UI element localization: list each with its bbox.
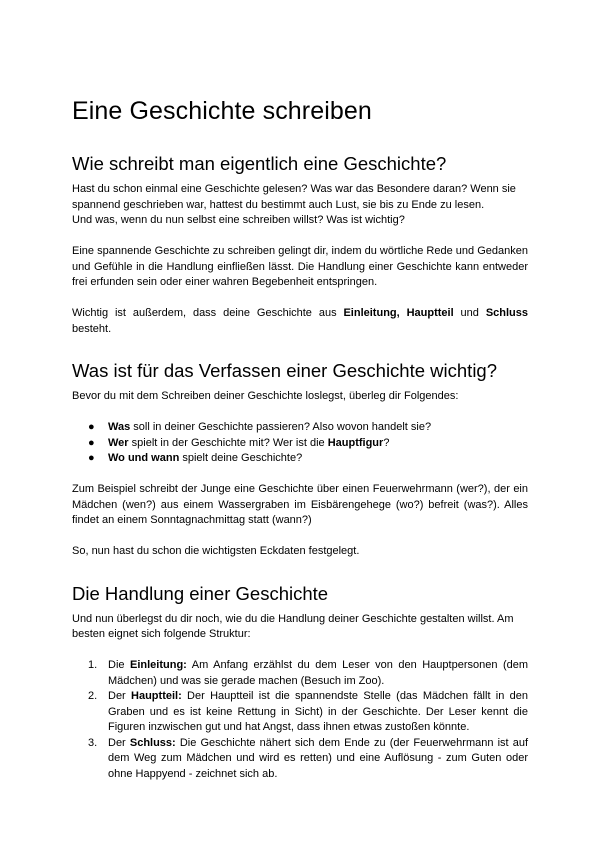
paragraph: Eine spannende Geschichte zu schreiben gelingt dir, indem du wörtliche Rede und Gedanken und Gefühle in die Handlung einfließen lässt. Die Handlung einer Geschichte kann entweder frei erfunden sein oder einer wahren Begebenheit entspringen.: [72, 245, 528, 288]
document-body: [72, 96, 528, 782]
list-item: 3. Der Schluss: Die Geschichte nähert sich dem Ende zu (der Feuerwehrmann ist auf dem Weg zum Mädchen und wird es retten) und eine Auflösung - zum Guten oder ohne Happyend - zeichnet sich ab.: [88, 736, 529, 780]
section-heading-1: Wie schreibt man eigentlich eine Geschichte?: [72, 153, 447, 174]
bullet-icon: ●: [88, 452, 95, 464]
list-item: 1. Die Einleitung: Am Anfang erzählst du dem Leser von den Hauptpersonen (dem Mädchen) und was sie gerade machen (Besuch im Zoo).: [88, 659, 529, 687]
list-item: ● Wo und wann spielt deine Geschichte?: [72, 451, 528, 467]
paragraph: Wichtig ist außerdem, dass deine Geschichte aus Einleitung, Hauptteil und Schluss besteht.: [72, 307, 528, 335]
list-item: ● Wer spielt in der Geschichte mit? Wer ist die Hauptfigur?: [72, 436, 528, 452]
paragraph: Bevor du mit dem Schreiben deiner Geschichte loslegst, überleg dir Folgendes:: [72, 390, 459, 402]
bullet-list: [72, 420, 528, 467]
bullet-icon: ●: [88, 436, 95, 449]
list-item: 2. Der Hauptteil: Der Hauptteil ist die spannendste Stelle (das Mädchen fällt in den Graben und es ist keine Rettung in Sicht) in der Geschichte. Der Leser kennt die Figuren inzwischen gut und hat Angst, dass ihnen etwas zustoßen könnte.: [88, 690, 529, 733]
section-heading-2: Was ist für das Verfassen einer Geschichte wichtig?: [72, 360, 498, 381]
page-title: Eine Geschichte schreiben: [72, 97, 372, 125]
numbered-list: [72, 658, 528, 782]
paragraph: Hast du schon einmal eine Geschichte gelesen? Was war das Besondere daran? Wenn sie spannend geschrieben war, hattest du bestimmt auch Lust, sie bis zu Ende zu lesen. Und was, wenn du nun selbst eine schreiben willst? Was ist wichtig?: [72, 183, 516, 226]
section-heading-3: Die Handlung einer Geschichte: [72, 582, 329, 604]
paragraph: Und nun überlegst du dir noch, wie du die Handlung deiner Geschichte gestalten willst. Am besten eignet sich folgende Struktur:: [72, 612, 514, 640]
bullet-icon: ●: [88, 421, 95, 433]
list-item: ● Was soll in deiner Geschichte passieren? Also wovon handelt sie?: [72, 420, 528, 436]
paragraph: Zum Beispiel schreibt der Junge eine Geschichte über einen Feuerwehrmann (wer?), der ein Mädchen (wen?) aus einem Wassergraben im Eisbärengehege (wo?) befreit (was?). Alles findet an einem Sonntagnachmittag statt (wann?): [72, 483, 528, 526]
paragraph: So, nun hast du schon die wichtigsten Eckdaten festgelegt.: [72, 545, 360, 557]
